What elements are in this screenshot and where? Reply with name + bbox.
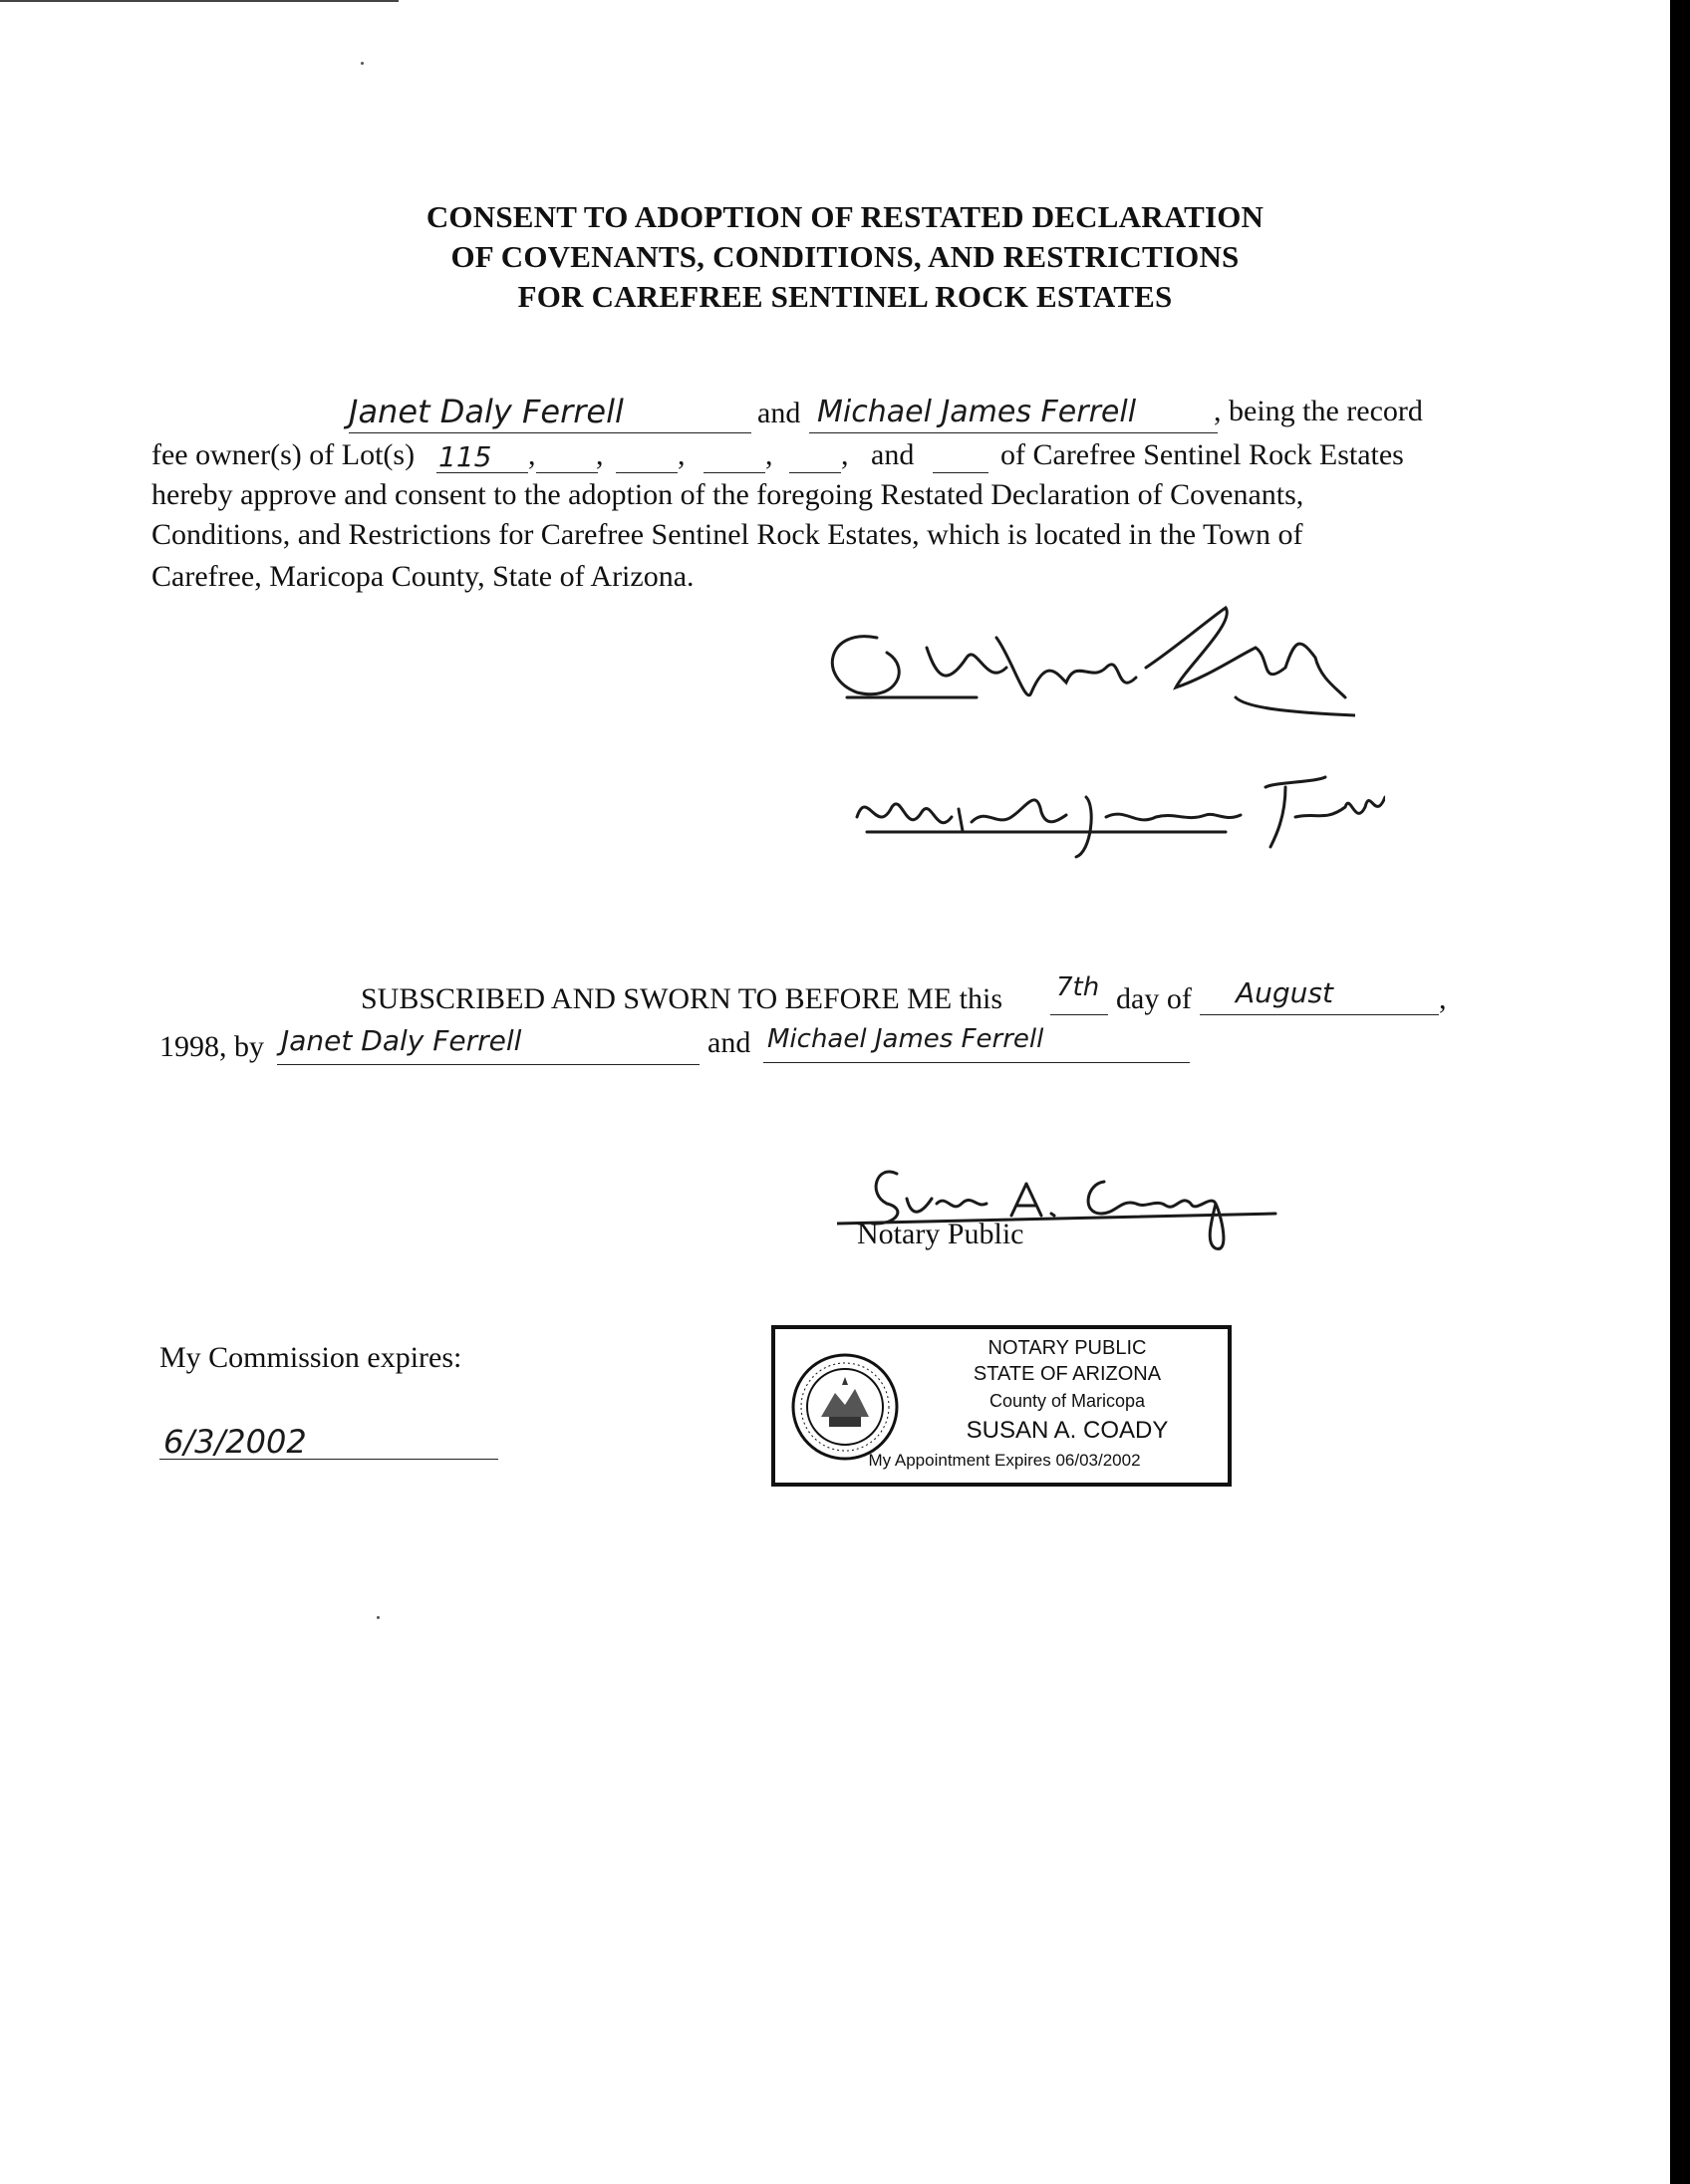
owner2-handwritten: Michael James Ferrell — [817, 395, 1137, 429]
owner2-signature-graphic — [847, 767, 1385, 867]
and-text: and — [757, 397, 801, 429]
jurat-prefix: SUBSCRIBED AND SWORN TO BEFORE ME this — [361, 982, 1003, 1015]
stamp-line-3: County of Maricopa — [988, 1391, 1146, 1411]
month-blank — [1200, 1014, 1439, 1015]
being-the-record-text: , being the record — [1214, 395, 1423, 427]
lot-blank-5 — [789, 472, 841, 473]
jurat-name1-blank — [277, 1064, 700, 1065]
commission-date-handwritten: 6/3/2002 — [163, 1423, 307, 1461]
commission-date-blank — [159, 1459, 498, 1460]
jurat-name2-blank — [763, 1062, 1190, 1063]
title-line-2: OF COVENANTS, CONDITIONS, AND RESTRICTIONS — [450, 239, 1240, 274]
owner2-blank — [809, 432, 1218, 433]
stamp-line-4: SUSAN A. COADY — [966, 1417, 1169, 1444]
day-handwritten: 7th — [1056, 972, 1100, 1002]
scan-speck — [361, 62, 364, 65]
owner1-blank — [349, 432, 751, 433]
owner1-handwritten: Janet Daly Ferrell — [349, 393, 624, 430]
stamp-line-2: STATE OF ARIZONA — [973, 1363, 1162, 1385]
state-seal-icon — [789, 1351, 901, 1463]
lot-blank-6 — [933, 472, 988, 473]
lot-blank-1 — [436, 472, 528, 473]
scan-edge-right — [1670, 0, 1690, 2184]
document-page: CONSENT TO ADOPTION OF RESTATED DECLARATION OF COVENANTS, CONDITIONS, AND RESTRICTIONS FOR CAREFREE SENTINEL ROCK ESTATES Janet Daly Ferrell and Michael James Ferrell , being the record fee owner(s) of Lot(s) 115 , , , , , and of Carefree Sentinel Rock Estates hereby approve and consent to the adoption of the foregoing Restated Declaration of Covenants, Conditions, and Restrictions for Carefree Sentinel Rock Estates, which is located in the Town of Carefree, Maricopa County, State of Arizona. SUBSCRIBED AND SWORN TO BEFORE ME this 7th day of August , 1998, by Janet Daly Ferrell and Michael James Ferrell Notary Public My Commission expires: 6/3/2002 NOTARY PUBLIC STATE OF ARIZONA County of Maricopa SUSAN A. COADY My Appointment Expires 06/03/2002 — [0, 0, 1690, 2184]
owner1-signature — [817, 598, 1355, 727]
consent-line-5: Carefree, Maricopa County, State of Arizona. — [151, 560, 695, 593]
lot-number-handwritten: 115 — [438, 440, 492, 473]
scan-speck — [377, 1616, 380, 1619]
owner2-signature — [847, 767, 1385, 867]
day-blank — [1050, 1014, 1108, 1015]
consent-line-3: hereby approve and consent to the adoption of the foregoing Restated Declaration of Covenants, — [151, 478, 1304, 511]
day-of-text: day of — [1116, 982, 1192, 1015]
and-text-2: and — [871, 438, 915, 471]
notary-public-label: Notary Public — [857, 1218, 1024, 1250]
year-by-text: 1998, by — [159, 1030, 264, 1063]
notary-stamp — [771, 1325, 1232, 1487]
stamp-line-5: My Appointment Expires 06/03/2002 — [868, 1451, 1141, 1470]
commission-label: My Commission expires: — [159, 1341, 462, 1374]
title-line-3: FOR CAREFREE SENTINEL ROCK ESTATES — [517, 279, 1173, 314]
lot-blank-3 — [616, 472, 678, 473]
jurat-and-text: and — [707, 1026, 751, 1059]
lot-blank-2 — [536, 472, 598, 473]
fee-owners-text: fee owner(s) of Lot(s) — [151, 438, 416, 471]
scan-edge-top — [0, 0, 399, 2]
month-handwritten: August — [1236, 976, 1333, 1009]
jurat-name1-handwritten: Janet Daly Ferrell — [281, 1024, 522, 1057]
consent-line-4: Conditions, and Restrictions for Carefree Sentinel Rock Estates, which is located in the Town of — [151, 518, 1303, 551]
owner1-signature-graphic — [817, 598, 1355, 727]
lot-blank-4 — [704, 472, 765, 473]
jurat-name2-handwritten: Michael James Ferrell — [767, 1024, 1044, 1054]
stamp-line-1: NOTARY PUBLIC — [987, 1337, 1147, 1359]
title-line-1: CONSENT TO ADOPTION OF RESTATED DECLARATION — [425, 199, 1265, 234]
of-estates-text: of Carefree Sentinel Rock Estates — [1000, 438, 1404, 471]
